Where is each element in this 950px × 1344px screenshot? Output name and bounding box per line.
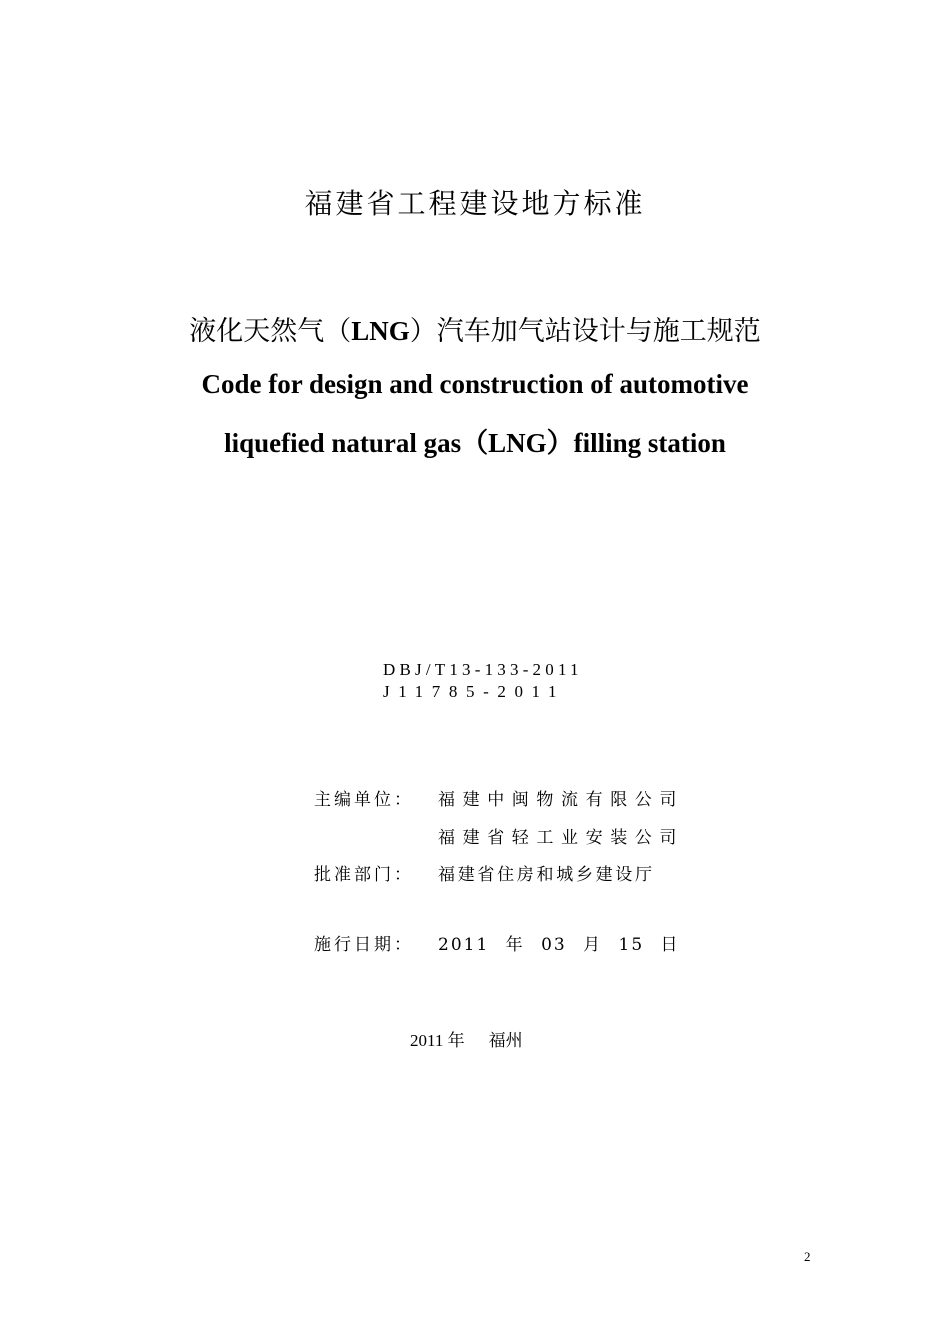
editor-unit: 福建省轻工业安装公司 bbox=[438, 828, 684, 848]
record-number: J11785-2011 bbox=[383, 682, 566, 701]
title-cn-abbreviation: LNG bbox=[351, 316, 410, 346]
publication-place: 福州 bbox=[488, 1031, 523, 1051]
effective-date-label: 施行日期： bbox=[314, 935, 414, 955]
title-cn-prefix: 液化天然气（ bbox=[189, 316, 352, 347]
document-title-english-line-1: Code for design and construction of automotive bbox=[201, 369, 749, 399]
standard-number: DBJ/T13-133-2011 bbox=[383, 660, 583, 679]
title-cn-suffix: ）汽车加气站设计与施工规范 bbox=[409, 316, 761, 347]
document-title-chinese bbox=[0, 309, 950, 348]
editor-label: 主编单位： bbox=[314, 790, 414, 810]
publication-year: 2011 年 bbox=[410, 1031, 465, 1050]
approver-department: 福建省住房和城乡建设厅 bbox=[438, 865, 655, 885]
editor-unit: 福建中闽物流有限公司 bbox=[438, 790, 684, 810]
effective-date: 2011 年 03 月 15 日 bbox=[438, 935, 680, 955]
page-number: 2 bbox=[804, 1249, 811, 1264]
standard-category-title: 福建省工程建设地方标准 bbox=[304, 187, 646, 220]
approver-label: 批准部门： bbox=[314, 865, 414, 885]
publication-line bbox=[410, 1026, 523, 1051]
document-title-english-line-2: liquefied natural gas（LNG）filling station bbox=[224, 428, 726, 458]
